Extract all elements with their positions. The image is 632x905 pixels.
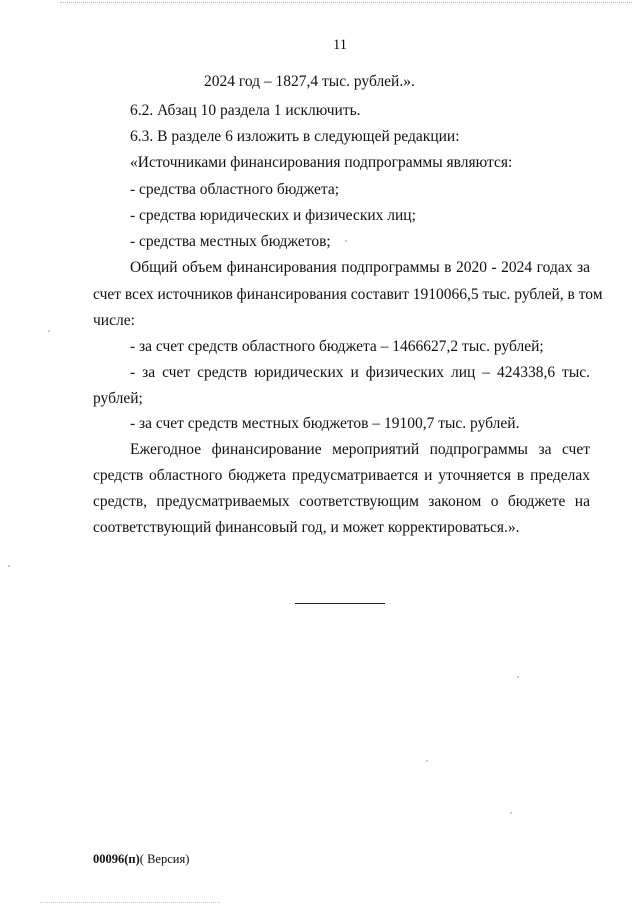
text-line-3: 6.3. В разделе 6 изложить в следующей редакции: — [130, 128, 460, 145]
text-line-7: - средства местных бюджетов; — [130, 233, 331, 250]
text-line-4: «Источниками финансирования подпрограммы являются: — [130, 154, 513, 171]
text-line-11: - за счет средств областного бюджета – 1466627,2 тыс. рублей; — [130, 338, 544, 355]
document-code: 00096(п) — [93, 852, 140, 866]
text-line-13: рублей; — [93, 390, 143, 407]
text-line-18: соответствующий финансовый год, и может корректироваться.». — [93, 519, 520, 536]
text-line-14: - за счет средств местных бюджетов – 19100,7 тыс. рублей. — [130, 415, 520, 432]
scan-speck — [345, 240, 347, 242]
text-line-12: - за счет средств юридических и физических лиц – 424338,6 тыс. — [130, 364, 590, 381]
scan-speck — [48, 330, 50, 332]
text-line-8: Общий объем финансирования подпрограммы в 2020 - 2024 годах за — [130, 259, 590, 276]
scan-speck — [510, 812, 512, 814]
closing-separator-line — [295, 603, 385, 604]
top-scan-edge — [60, 2, 632, 3]
scan-speck — [426, 760, 428, 762]
text-line-2: 6.2. Абзац 10 раздела 1 исключить. — [130, 102, 361, 119]
document-version-footer — [93, 852, 189, 867]
page-number: 11 — [333, 37, 347, 53]
text-line-15: Ежегодное финансирование мероприятий подпрограммы за счет — [130, 441, 590, 458]
text-line-10: числе: — [93, 312, 135, 329]
text-line-5: - средства областного бюджета; — [130, 181, 340, 198]
scan-speck — [517, 676, 519, 678]
text-line-16: средств областного бюджета предусматривается и уточняется в пределах — [93, 467, 590, 484]
document-version-label: ( Версия) — [139, 852, 190, 866]
text-line-17: средств, предусматриваемых соответствующим законом о бюджете на — [93, 493, 590, 510]
text-line-1: 2024 год – 1827,4 тыс. рублей.». — [204, 73, 415, 90]
bottom-scan-edge — [40, 902, 220, 903]
text-line-9: счет всех источников финансирования составит 1910066,5 тыс. рублей, в том — [93, 286, 603, 303]
scan-speck — [8, 565, 10, 567]
text-line-6: - средства юридических и физических лиц; — [130, 207, 416, 224]
